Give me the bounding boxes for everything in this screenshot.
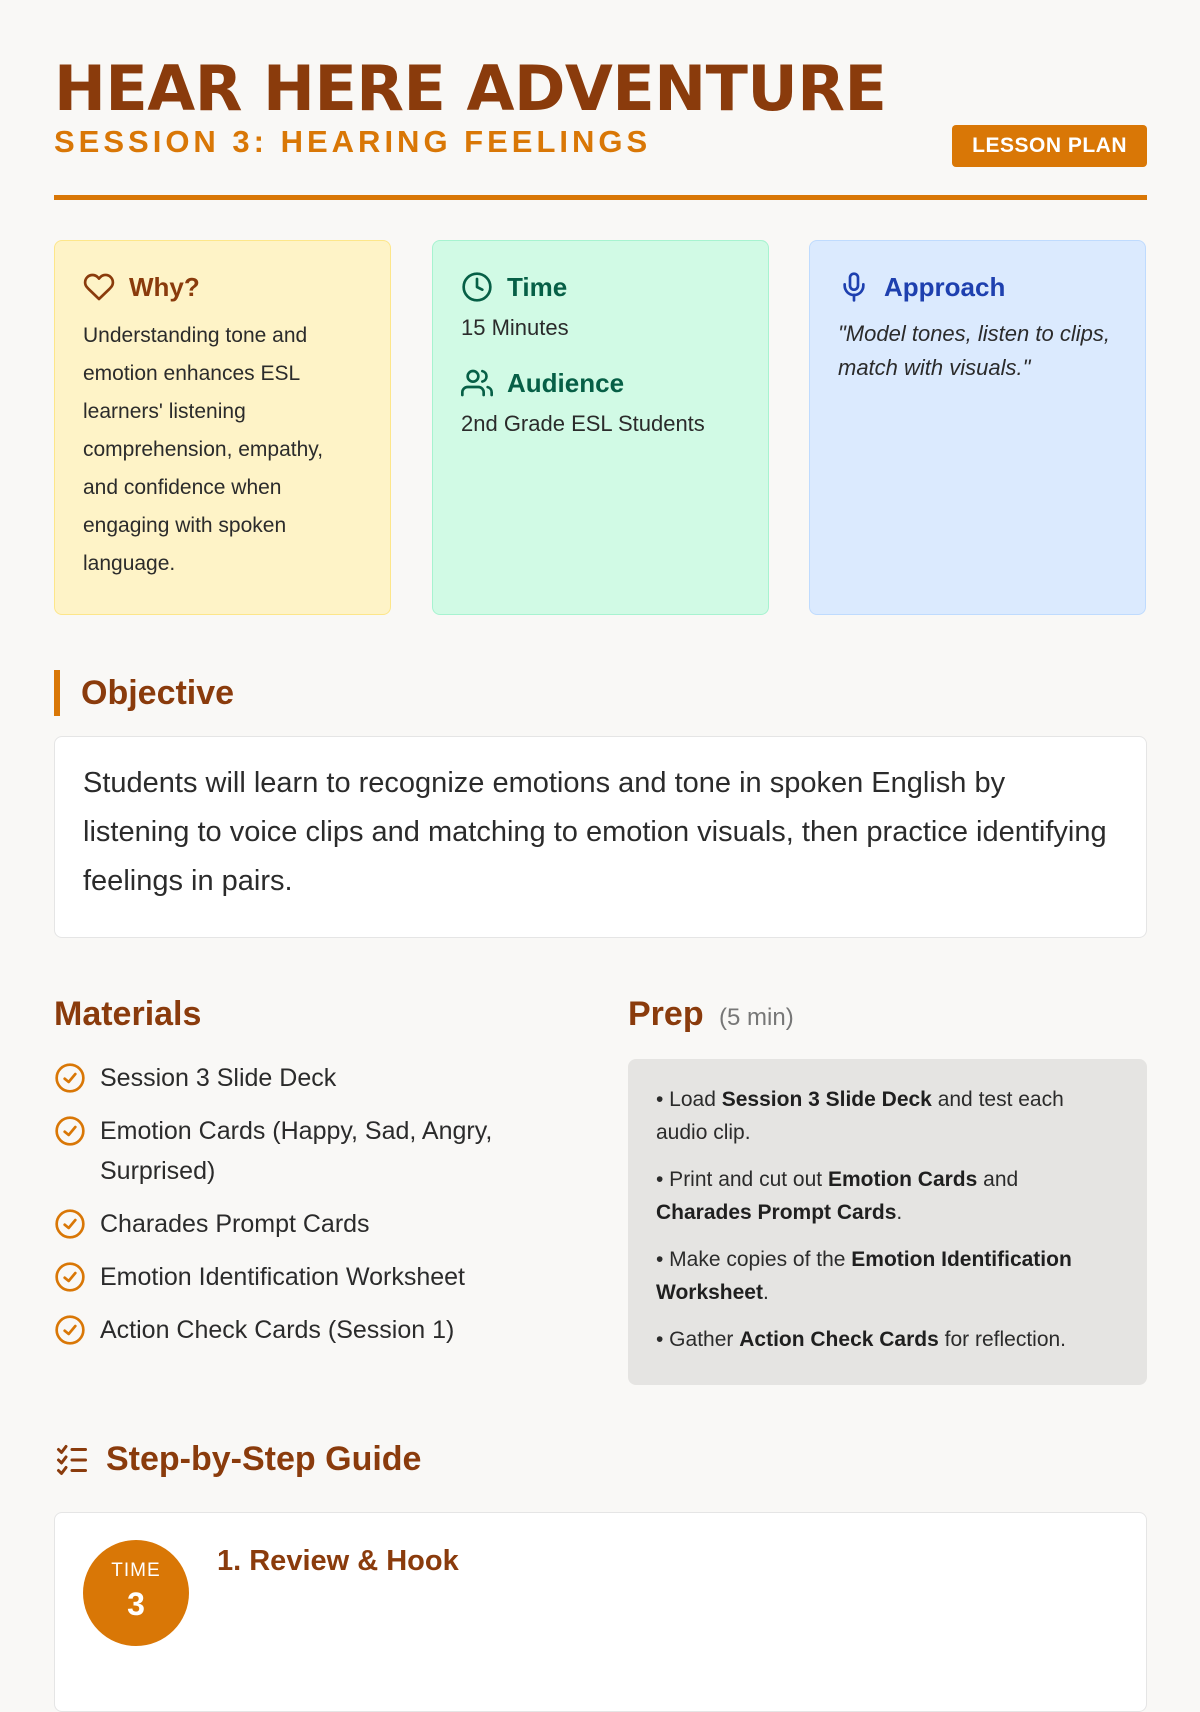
- step-time-value: 3: [127, 1586, 145, 1622]
- audience-title: Audience: [507, 367, 625, 398]
- list-item: [54, 1058, 554, 1098]
- time-audience-card: [432, 240, 769, 615]
- list-item: [54, 1310, 554, 1350]
- objective-text: Students will learn to recognize emotions and tone in spoken English by listening to voice clips and matching to emotion visuals, then practice identifying feelings in pairs.: [54, 736, 1147, 938]
- clock-icon: [461, 271, 493, 303]
- audience-value: 2nd Grade ESL Students: [461, 411, 705, 436]
- prep-item: • Make copies of the Emotion Identification Worksheet.: [656, 1248, 1072, 1304]
- guide-title: Step-by-Step Guide: [106, 1440, 422, 1478]
- material-label: Charades Prompt Cards: [100, 1210, 370, 1238]
- heart-icon: [83, 271, 115, 303]
- check-circle-icon: [54, 1314, 86, 1346]
- materials-list: [54, 1058, 554, 1363]
- prep-heading: [628, 995, 794, 1034]
- step-card: [54, 1512, 1147, 1712]
- objective-heading: Objective: [54, 670, 234, 716]
- material-label: Action Check Cards (Session 1): [100, 1316, 455, 1344]
- list-item: [54, 1111, 554, 1191]
- approach-card-title: Approach: [884, 271, 1006, 302]
- why-card-text: Understanding tone and emotion enhances ESL learners' listening comprehension, empathy, and confidence when engaging with spoken language.: [83, 324, 324, 575]
- microphone-icon: [838, 271, 870, 303]
- check-circle-icon: [54, 1062, 86, 1094]
- time-card-title: Time: [507, 271, 568, 302]
- material-label: Emotion Identification Worksheet: [100, 1263, 466, 1291]
- lesson-plan-page: [54, 0, 1147, 1622]
- checklist-icon: [54, 1442, 90, 1478]
- why-card-title: Why?: [129, 271, 200, 302]
- session-subtitle: SESSION 3: HEARING FEELINGS: [54, 124, 652, 159]
- step-time-label: TIME: [111, 1560, 161, 1581]
- material-label: Emotion Cards (Happy, Sad, Angry, Surprised): [100, 1117, 493, 1185]
- header: [54, 0, 1147, 200]
- list-item: [54, 1204, 554, 1244]
- users-icon: [461, 367, 493, 399]
- list-item: [54, 1257, 554, 1297]
- why-card-header: [83, 271, 362, 303]
- prep-item: • Print and cut out Emotion Cards and Charades Prompt Cards.: [656, 1168, 1019, 1224]
- lesson-plan-badge: LESSON PLAN: [952, 125, 1147, 167]
- check-circle-icon: [54, 1208, 86, 1240]
- prep-item: • Load Session 3 Slide Deck and test each audio clip.: [656, 1088, 1064, 1144]
- prep-duration: (5 min): [719, 1004, 794, 1031]
- guide-heading: [54, 1440, 421, 1479]
- prep-title: Prep: [628, 995, 704, 1033]
- approach-card: [809, 240, 1146, 615]
- info-cards: [54, 240, 1147, 615]
- approach-text: "Model tones, listen to clips, match with visuals.": [838, 321, 1110, 380]
- material-label: Session 3 Slide Deck: [100, 1064, 337, 1092]
- check-circle-icon: [54, 1261, 86, 1293]
- why-card: [54, 240, 391, 615]
- prep-box: [628, 1059, 1147, 1385]
- approach-card-header: [838, 271, 1117, 303]
- materials-heading: Materials: [54, 995, 202, 1033]
- check-circle-icon: [54, 1115, 86, 1147]
- step-title: 1. Review & Hook: [217, 1545, 459, 1577]
- prep-item: • Gather Action Check Cards for reflection.: [656, 1328, 1067, 1351]
- page-title: HEAR HERE ADVENTURE: [54, 52, 887, 125]
- step-time-badge: [83, 1540, 189, 1646]
- time-value: 15 Minutes: [461, 315, 569, 340]
- audience-header: [461, 367, 740, 399]
- time-card-header: [461, 271, 740, 303]
